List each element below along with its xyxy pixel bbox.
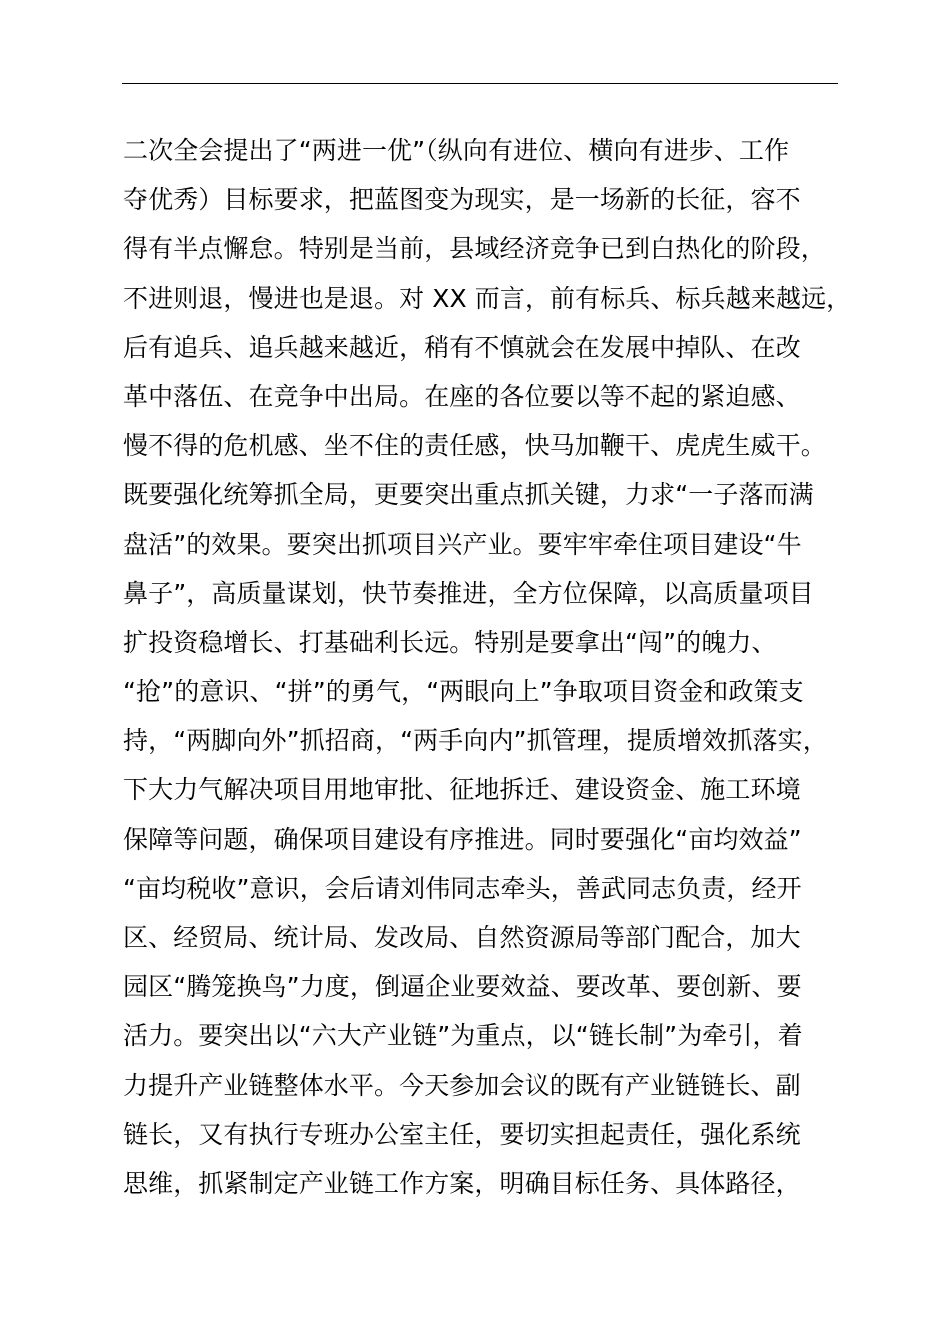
text-line: “抢”的意识、“拼”的勇气，“两眼向上”争取项目资金和政策支 (123, 677, 804, 707)
text-line: 区、经贸局、统计局、发改局、自然资源局等部门配合，加大 (123, 923, 801, 952)
text-line: 扩投资稳增长、打基础利长远。特别是要拿出“闯”的魄力、 (123, 627, 777, 657)
text-line: 夺优秀）目标要求，把蓝图变为现实，是一场新的长征，容不 (123, 185, 801, 215)
text-line: 盘活”的效果。要突出抓项目兴产业。要牢牢牵住项目建设“牛 (123, 529, 802, 559)
text-line: 既要强化统筹抓全局，更要突出重点抓关键，力求“一子落而满 (123, 480, 814, 510)
text-line: 链长，又有执行专班办公室主任，要切实担起责任，强化系统 (123, 1119, 801, 1149)
text-line: 活力。要突出以“六大产业链”为重点，以“链长制”为牵引，着 (123, 1021, 803, 1051)
header-rule (122, 83, 838, 84)
text-line: 二次全会提出了“两进一优”（纵向有进位、横向有进步、工作 (123, 136, 790, 165)
text-line: 革中落伍、在竞争中出局。在座的各位要以等不起的紧迫感、 (123, 381, 801, 411)
body-text (123, 126, 852, 1208)
text-line: 园区“腾笼换鸟”力度，倒逼企业要效益、要改革、要创新、要 (123, 972, 802, 1002)
text-line: 持，“两脚向外”抓招商，“两手向内”抓管理，提质增效抓落实， (123, 726, 828, 756)
text-line: 慢不得的危机感、坐不住的责任感，快马加鞭干、虎虎生威干。 (123, 431, 826, 461)
text-line: 力提升产业链整体水平。今天参加会议的既有产业链链长、副 (123, 1070, 801, 1100)
text-line: 保障等问题，确保项目建设有序推进。同时要强化“亩均效益” (123, 824, 802, 854)
text-line: “亩均税收”意识，会后请刘伟同志牵头，善武同志负责，经开 (123, 873, 802, 903)
text-line: 思维，抓紧制定产业链工作方案，明确目标任务、具体路径， (123, 1168, 801, 1198)
text-line: 后有追兵、追兵越来越近，稍有不慎就会在发展中掉队、在改 (123, 332, 801, 362)
text-line: 得有半点懈怠。特别是当前，县域经济竞争已到白热化的阶段， (123, 234, 826, 264)
text-line: 不进则退，慢进也是退。对 XX 而言，前有标兵、标兵越来越远， (123, 283, 852, 313)
text-line: 鼻子”，高质量谋划，快节奏推进，全方位保障，以高质量项目 (123, 578, 814, 608)
text-line: 下大力气解决项目用地审批、征地拆迁、建设资金、施工环境 (123, 775, 801, 805)
